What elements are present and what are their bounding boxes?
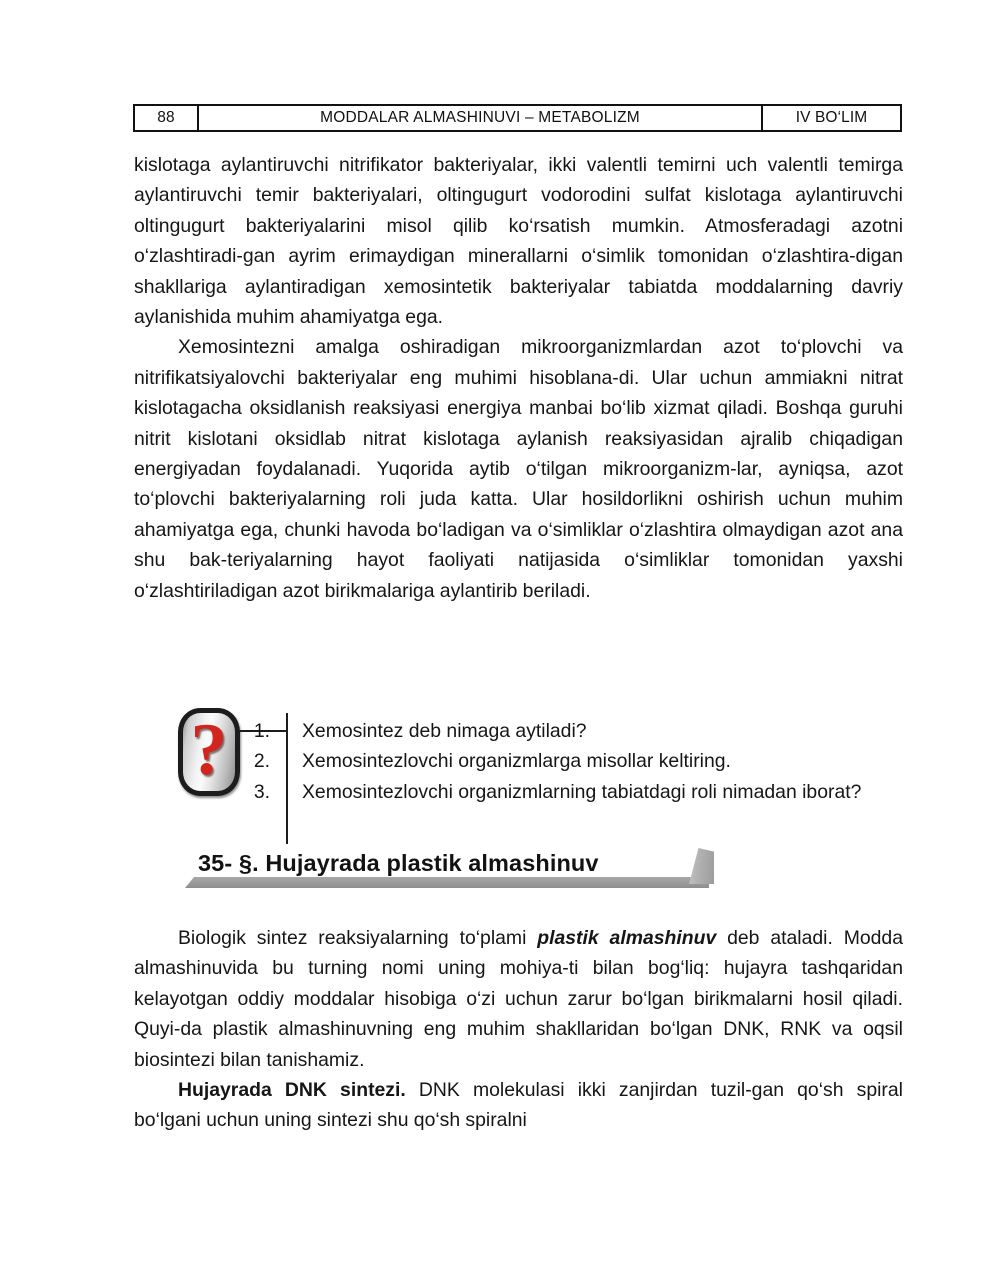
section-paragraph-2-text: DNK molekulasi ikki zanjirdan tuzil-gan qo‘sh spiral bo‘lgani uchun uning sintezi shu qo‘sh spiralni xyxy=(134,1079,903,1132)
section-heading-banner xyxy=(183,848,723,892)
question-text: Xemosintez deb nimaga aytiladi? xyxy=(302,720,587,742)
list-item xyxy=(244,746,884,776)
section-paragraph-1-suffix: deb ataladi. Modda almashinuvida bu turning nomi uning mohiya-ti bilan bog‘liq: hujayra tashqaridan kelayotgan oddiy moddalar hisobiga o‘zi uchun zarur bo‘lgan birikmalarni hosil qiladi. Quyi-da plastik almashinuvning eng muhim shakllaridan bo‘lgan DNK, RNK va oqsil biosintezi bilan tanishamiz. xyxy=(134,927,903,1071)
review-questions-block xyxy=(134,704,903,844)
question-icon-glyph: ? xyxy=(190,709,228,791)
question-mark-icon xyxy=(178,708,240,796)
question-number: 3. xyxy=(253,780,270,803)
question-text: Xemosintezlovchi organizmlarning tabiatdagi roli nimadan iborat? xyxy=(302,780,862,803)
running-header xyxy=(133,104,902,132)
body-text-column xyxy=(134,150,903,606)
question-text: Xemosintezlovchi organizmlarga misollar keltiring. xyxy=(302,750,731,773)
part-label: IV BO‘LIM xyxy=(795,109,868,126)
question-number: 1. xyxy=(253,720,270,742)
page-number: 88 xyxy=(135,106,199,130)
section-body-column xyxy=(134,923,903,1136)
question-list xyxy=(244,716,884,807)
section-paragraph-2 xyxy=(134,1075,903,1136)
paragraph-1: kislotaga aylantiruvchi nitrifikator bakteriyalar, ikki valentli temirni uch valentli temirga aylantiruvchi temir bakteriyalari, oltingugurt vodorodini sulfat kislotaga aylantiruvchi oltingugurt bakteriyalarini misol qilib ko‘rsatish mumkin. Atmosferadagi azotni o‘zlashtiradi-gan ayrim erimaydigan minerallarni o‘simlik tomonidan o‘zlashtira-digan shakllariga aylantiradigan xemosintetik bakteriyalar tabiatda moddalarning davriy aylanishida muhim ahamiyatga ega. xyxy=(134,154,903,329)
section-paragraph-1-prefix: Biologik sintez reaksiyalarning to‘plami xyxy=(178,927,538,949)
list-item xyxy=(244,716,884,746)
list-item xyxy=(244,777,884,807)
paragraph-2: Xemosintezni amalga oshiradigan mikroorganizmlardan azot to‘plovchi va nitrifikatsiyalovchi bakteriyalar eng muhimi hisoblana-di. Ular uchun ammiakni nitrat kislotagacha oksidlanish reaksiyasi energiya manbai bo‘lib xizmat qiladi. Boshqa guruhi nitrit kislotani oksidlab nitrat kislotaga aylanish reaksiyasidan ajralib chiqadigan energiyadan foydalanadi. Yuqorida aytib o‘tilgan mikroorganizm-lar, ayniqsa, azot to‘plovchi bakteriyalarning roli juda katta. Ular hosildorlikni oshirish uchun muhim ahamiyatga ega, chunki havoda bo‘ladigan va o‘simliklar o‘zlashtira olmaydigan azot ana shu bak-teriyalarning hayot faoliyati natijasida o‘simliklar tomonidan yaxshi o‘zlashtiriladigan azot birikmalariga aylantirib beriladi. xyxy=(134,336,903,602)
section-paragraph-1 xyxy=(134,923,903,1075)
plastik-almashinuv-emphasis: plastik almashinuv xyxy=(537,927,717,949)
running-title: MODDALAR ALMASHINUVI – METABOLIZM xyxy=(199,106,763,130)
section-heading-title: 35- §. Hujayrada plastik almashinuv xyxy=(198,850,599,876)
question-number: 2. xyxy=(253,750,270,773)
dnk-sintezi-lead-in: Hujayrada DNK sintezi. xyxy=(178,1079,406,1102)
banner-ribbon-end-icon xyxy=(689,848,714,884)
